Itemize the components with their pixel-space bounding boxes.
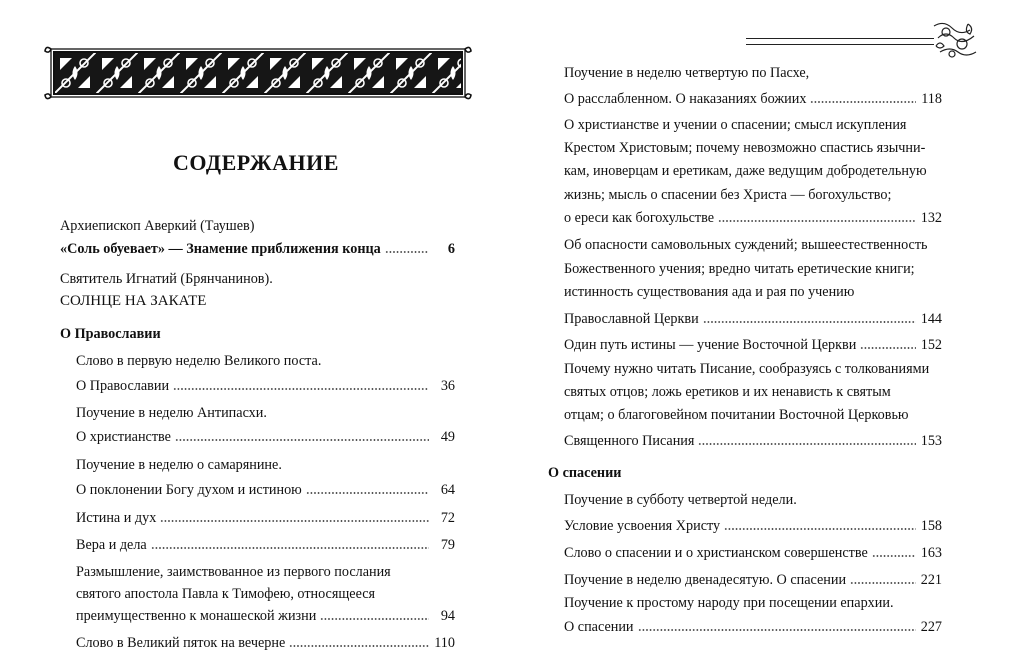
ornamental-banner — [44, 44, 472, 102]
toc-entry: О Православии 36 — [76, 378, 455, 394]
toc-entry: Почему нужно читать Писание, сообразуясь с толкованиями — [564, 361, 930, 377]
dot-leader — [724, 527, 916, 531]
toc-entry: Поучение в неделю Антипасхи. — [76, 405, 267, 421]
toc-entry: Слово в первую неделю Великого поста. — [76, 353, 322, 369]
toc-entry: о ереси как богохульстве 132 — [564, 210, 942, 226]
toc-entry: «Соль обуевает» — Знамение приближения конца 6 — [60, 241, 455, 257]
dot-leader — [151, 546, 429, 550]
section-heading: О спасении — [548, 465, 622, 481]
dot-leader — [703, 320, 916, 324]
toc-entry: Поучение к простому народу при посещении епархии. — [564, 595, 894, 611]
toc-entry: святых отцов; ложь еретиков и их ненависть к святым — [564, 384, 891, 400]
toc-entry: Об опасности самовольных суждений; вышеестественность — [564, 237, 928, 253]
toc-entry: Поучение в неделю четвертую по Пасхе, — [564, 65, 810, 81]
toc-entry: О христианстве 49 — [76, 429, 455, 445]
page-title: СОДЕРЖАНИЕ — [173, 150, 339, 175]
toc-entry: жизнь; мысль о спасении без Христа — богохульство; — [564, 187, 892, 203]
dot-leader — [638, 628, 916, 632]
dot-leader — [718, 219, 916, 223]
toc-entry: кам, иноверцам и еретикам, даже ведущим добродетельную — [564, 163, 927, 179]
toc-entry: преимущественно к монашеской жизни 94 — [76, 608, 455, 624]
right-page — [512, 0, 1024, 672]
toc-entry: Истина и дух 72 — [76, 510, 455, 526]
toc-entry: Поучение в неделю двенадесятую. О спасении 221 — [564, 572, 942, 588]
toc-entry: Крестом Христовым; почему невозможно спастись язычни- — [564, 140, 926, 156]
toc-entry: О расслабленном. О наказаниях божиих 118 — [564, 91, 942, 107]
toc-entry: Слово в Великий пяток на вечерне 110 — [76, 635, 455, 651]
dot-leader — [860, 346, 916, 350]
toc-entry: Поучение в субботу четвертой недели. — [564, 492, 797, 508]
toc-entry: О спасении 227 — [564, 619, 942, 635]
toc-entry: Вера и дела 79 — [76, 537, 455, 553]
dot-leader — [810, 100, 916, 104]
toc-entry: Святитель Игнатий (Брянчанинов). — [60, 271, 273, 287]
dot-leader — [698, 442, 916, 446]
section-heading: О Православии — [60, 326, 161, 342]
dot-leader — [320, 617, 429, 621]
toc-entry: истинность существования ада и рая по учению — [564, 284, 855, 300]
toc-entry: Один путь истины — учение Восточной Церкви 152 — [564, 337, 942, 353]
toc-entry: Архиепископ Аверкий (Таушев) — [60, 218, 255, 234]
dot-leader — [173, 387, 429, 391]
dot-leader — [306, 491, 429, 495]
dot-leader — [160, 519, 429, 523]
dot-leader — [289, 644, 429, 648]
toc-entry: Поучение в неделю о самарянине. — [76, 457, 282, 473]
toc-entry: Православной Церкви 144 — [564, 311, 942, 327]
dot-leader — [850, 581, 916, 585]
toc-entry: отцам; о благоговейном почитании Восточной Церковью — [564, 407, 909, 423]
toc-entry: Священного Писания 153 — [564, 433, 942, 449]
toc-entry: О поклонении Богу духом и истиною 64 — [76, 482, 455, 498]
toc-entry: Слово о спасении и о христианском совершенстве 163 — [564, 545, 942, 561]
dot-leader — [175, 438, 429, 442]
toc-entry: Условие усвоения Христу 158 — [564, 518, 942, 534]
header-rule — [746, 38, 934, 45]
dot-leader — [872, 554, 916, 558]
toc-entry: Божественного учения; вредно читать еретические книги; — [564, 261, 915, 277]
floral-ornament — [930, 18, 982, 62]
dot-leader — [385, 250, 429, 254]
section-heading: СОЛНЦЕ НА ЗАКАТЕ — [60, 293, 207, 309]
toc-entry: О христианстве и учении о спасении; смысл искупления — [564, 117, 907, 133]
toc-entry: святого апостола Павла к Тимофею, относящееся — [76, 586, 376, 602]
toc-entry: Размышление, заимствованное из первого послания — [76, 564, 391, 580]
